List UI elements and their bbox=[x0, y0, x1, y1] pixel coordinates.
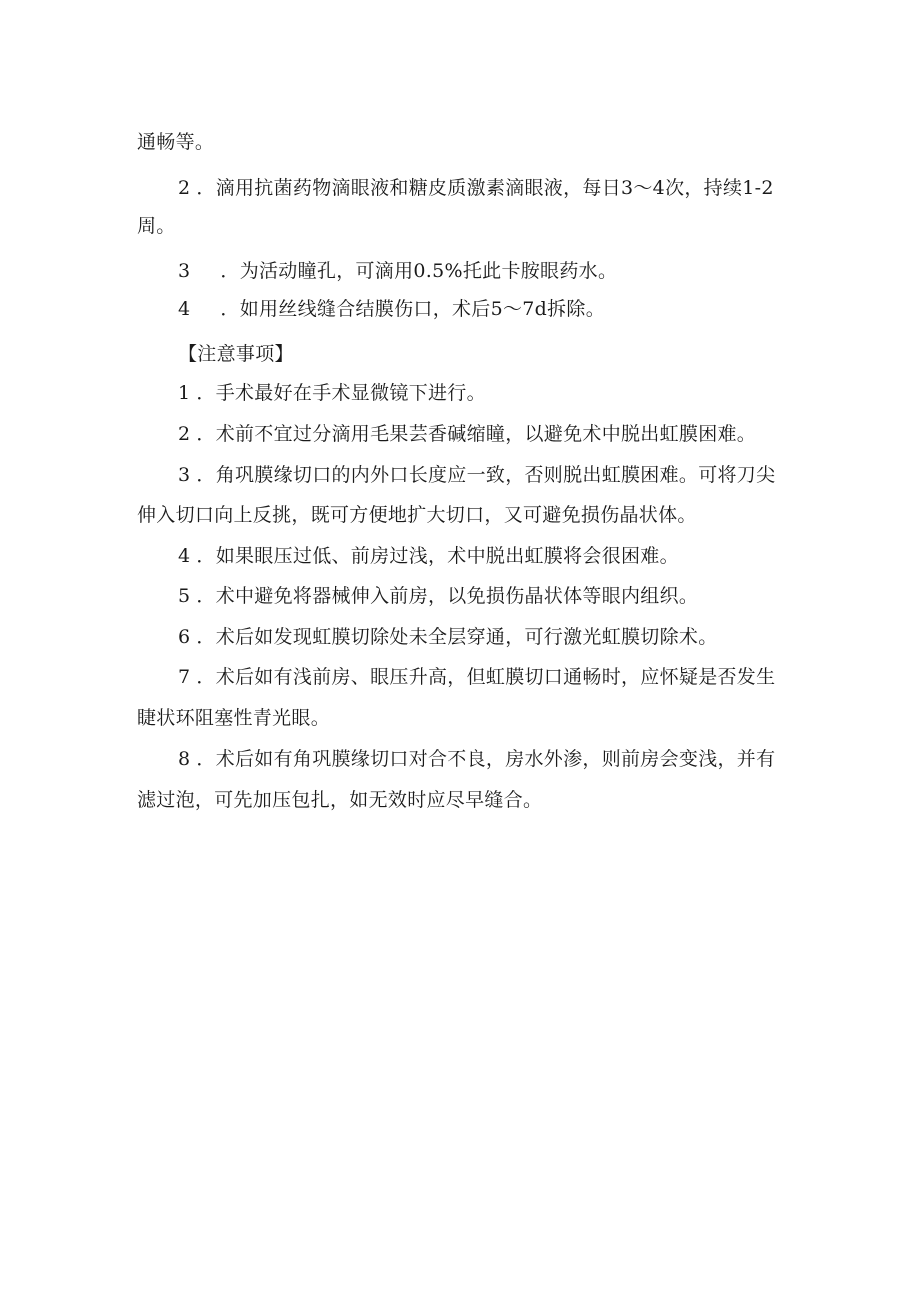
item-text: ．术前不宜过分滴用毛果芸香碱缩瞳，以避免术中脱出虹膜困难。 bbox=[196, 423, 757, 445]
item-text: ．手术最好在手术显微镜下进行。 bbox=[196, 382, 486, 404]
item-text: ．术中避免将器械伸入前房，以免损伤晶状体等眼内组织。 bbox=[196, 585, 699, 607]
postop-item-4 bbox=[178, 296, 605, 322]
note-item-2 bbox=[178, 421, 756, 447]
item-text: 周。 bbox=[137, 215, 176, 237]
item-text: ．术后如发现虹膜切除处未全层穿通，可行激光虹膜切除术。 bbox=[196, 626, 718, 648]
item-text: 滤过泡，可先加压包扎，如无效时应尽早缝合。 bbox=[137, 789, 543, 811]
note-item-1 bbox=[178, 380, 486, 406]
note-item-3-continued bbox=[137, 502, 697, 528]
item-number: 7 bbox=[178, 666, 191, 688]
item-number: 4 bbox=[178, 545, 191, 567]
item-number: 3 bbox=[178, 464, 191, 486]
postop-item-2-continued bbox=[137, 213, 176, 239]
item-text: ．滴用抗菌药物滴眼液和糖皮质激素滴眼液，每日3～4次，持续1-2 bbox=[196, 177, 774, 199]
item-text: ．角巩膜缘切口的内外口长度应一致，否则脱出虹膜困难。可将刀尖 bbox=[196, 464, 776, 486]
section-heading bbox=[178, 341, 294, 367]
item-text: ．如果眼压过低、前房过浅，术中脱出虹膜将会很困难。 bbox=[196, 545, 679, 567]
item-number: 1 bbox=[178, 382, 191, 404]
note-item-3 bbox=[178, 462, 775, 488]
item-number: 2 bbox=[178, 177, 191, 199]
item-text: 睫状环阻塞性青光眼。 bbox=[137, 707, 331, 729]
item-text: ．术后如有浅前房、眼压升高，但虹膜切口通畅时，应怀疑是否发生 bbox=[196, 666, 776, 688]
note-item-5 bbox=[178, 583, 698, 609]
item-number: 4 bbox=[178, 298, 191, 320]
item-text: ．如用丝线缝合结膜伤口，术后5～7d拆除。 bbox=[220, 298, 606, 320]
postop-item-3 bbox=[178, 258, 617, 284]
note-item-6 bbox=[178, 624, 718, 650]
item-text: ．为活动瞳孔，可滴用0.5%托此卡胺眼药水。 bbox=[220, 260, 618, 282]
item-text: ．术后如有角巩膜缘切口对合不良，房水外渗，则前房会变浅，并有 bbox=[196, 748, 776, 770]
item-number: 5 bbox=[178, 585, 191, 607]
postop-item-2 bbox=[178, 175, 774, 201]
note-item-8 bbox=[178, 746, 775, 772]
item-number: 2 bbox=[178, 423, 191, 445]
note-item-7-continued bbox=[137, 705, 330, 731]
item-number: 6 bbox=[178, 626, 191, 648]
item-number: 3 bbox=[178, 260, 191, 282]
item-number: 8 bbox=[178, 748, 191, 770]
heading-text: 【注意事项】 bbox=[178, 343, 294, 365]
paragraph-text: 通畅等。 bbox=[137, 131, 215, 153]
paragraph-continuation bbox=[137, 129, 214, 155]
note-item-4 bbox=[178, 543, 679, 569]
item-text: 伸入切口向上反挑，既可方便地扩大切口，又可避免损伤晶状体。 bbox=[137, 504, 697, 526]
note-item-8-continued bbox=[137, 787, 542, 813]
note-item-7 bbox=[178, 664, 775, 690]
